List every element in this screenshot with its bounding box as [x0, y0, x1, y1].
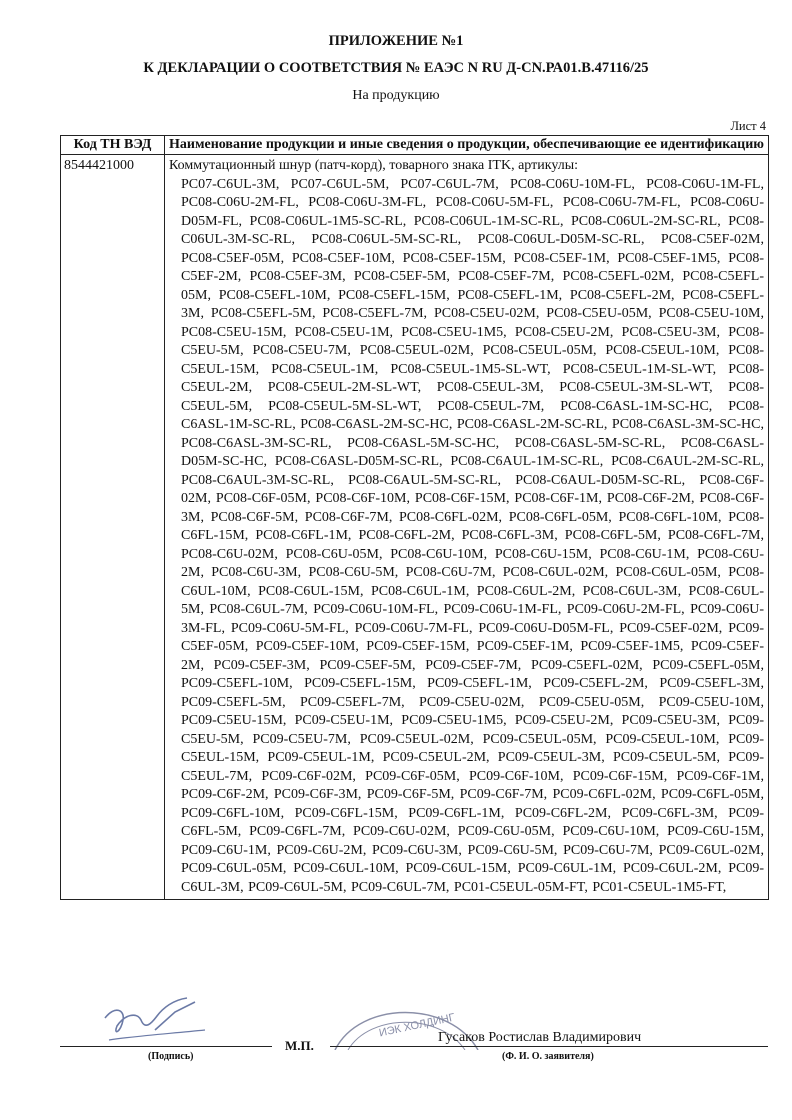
table-row — [61, 155, 769, 900]
title-scope: На продукцию — [352, 88, 440, 103]
stamp-place-label: М.П. — [285, 1038, 314, 1053]
stamp-text: ИЭК ХОЛДИНГ — [377, 1011, 456, 1040]
name-line — [330, 1046, 768, 1047]
applicant-name: Гусаков Ростислав Владимирович — [438, 1030, 642, 1045]
signature-caption: (Подпись) — [148, 1051, 194, 1062]
product-description — [165, 155, 769, 900]
article-list: PC07-C6UL-3M, PC07-C6UL-5M, PC07-C6UL-7M, PC08-C06U-10M-FL, PC08-C06U-1M-FL, PC08-C06U-2M-FL, PC08-C06U-3M-FL, PC08-C06U-5M-FL, PC08-C06U-7M-FL, PC08-C06U-D05M-FL, PC08-C06UL-1M5-SC-RL, PC08-C06UL-1M-SC-RL, PC08-C06UL-2M-SC-RL, PC08-C06UL-3M-SC-RL, PC08-C06UL-5M-SC-RL, PC08-C06UL-D05M-SC-RL, PC08-C5EF-02M, PC08-C5EF-05M, PC08-C5EF-10M, PC08-C5EF-15M, PC08-C5EF-1M, PC08-C5EF-1M5, PC08-C5EF-2M, PC08-C5EF-3M, PC08-C5EF-5M, PC08-C5EF-7M, PC08-C5EFL-02M, PC08-C5EFL-05M, PC08-C5EFL-10M, PC08-C5EFL-15M, PC08-C5EFL-1M, PC08-C5EFL-2M, PC08-C5EFL-3M, PC08-C5EFL-5M, PC08-C5EFL-7M, PC08-C5EU-02M, PC08-C5EU-05M, PC08-C5EU-10M, PC08-C5EU-15M, PC08-C5EU-1M, PC08-C5EU-1M5, PC08-C5EU-2M, PC08-C5EU-3M, PC08-C5EU-5M, PC08-C5EU-7M, PC08-C5EUL-02M, PC08-C5EUL-05M, PC08-C5EUL-10M, PC08-C5EUL-15M, PC08-C5EUL-1M, PC08-C5EUL-1M5-SL-WT, PC08-C5EUL-1M-SL-WT, PC08-C5EUL-2M, PC08-C5EUL-2M-SL-WT, PC08-C5EUL-3M, PC08-C5EUL-3M-SL-WT, PC08-C5EUL-5M, PC08-C5EUL-5M-SL-WT, PC08-C5EUL-7M, PC08-C6ASL-1M-SC-HC, PC08-C6ASL-1M-SC-RL, PC08-C6ASL-2M-SC-HC, PC08-C6ASL-2M-SC-RL, PC08-C6ASL-3M-SC-HC, PC08-C6ASL-3M-SC-RL, PC08-C6ASL-5M-SC-HC, PC08-C6ASL-5M-SC-RL, PC08-C6ASL-D05M-SC-HC, PC08-C6ASL-D05M-SC-RL, PC08-C6AUL-1M-SC-RL, PC08-C6AUL-2M-SC-RL, PC08-C6AUL-3M-SC-RL, PC08-C6AUL-5M-SC-RL, PC08-C6AUL-D05M-SC-RL, PC08-C6F-02M, PC08-C6F-05M, PC08-C6F-10M, PC08-C6F-15M, PC08-C6F-1M, PC08-C6F-2M, PC08-C6F-3M, PC08-C6F-5M, PC08-C6F-7M, PC08-C6FL-02M, PC08-C6FL-05M, PC08-C6FL-10M, PC08-C6FL-15M, PC08-C6FL-1M, PC08-C6FL-2M, PC08-C6FL-3M, PC08-C6FL-5M, PC08-C6FL-7M, PC08-C6U-02M, PC08-C6U-05M, PC08-C6U-10M, PC08-C6U-15M, PC08-C6U-1M, PC08-C6U-2M, PC08-C6U-3M, PC08-C6U-5M, PC08-C6U-7M, PC08-C6UL-02M, PC08-C6UL-05M, PC08-C6UL-10M, PC08-C6UL-15M, PC08-C6UL-1M, PC08-C6UL-2M, PC08-C6UL-3M, PC08-C6UL-5M, PC08-C6UL-7M, PC09-C06U-10M-FL, PC09-C06U-1M-FL, PC09-C06U-2M-FL, PC09-C06U-3M-FL, PC09-C06U-5M-FL, PC09-C06U-7M-FL, PC09-C06U-D05M-FL, PC09-C5EF-02M, PC09-C5EF-05M, PC09-C5EF-10M, PC09-C5EF-15M, PC09-C5EF-1M, PC09-C5EF-1M5, PC09-C5EF-2M, PC09-C5EF-3M, PC09-C5EF-5M, PC09-C5EF-7M, PC09-C5EFL-02M, PC09-C5EFL-05M, PC09-C5EFL-10M, PC09-C5EFL-15M, PC09-C5EFL-1M, PC09-C5EFL-2M, PC09-C5EFL-3M, PC09-C5EFL-5M, PC09-C5EFL-7M, PC09-C5EU-02M, PC09-C5EU-05M, PC09-C5EU-10M, PC09-C5EU-15M, PC09-C5EU-1M, PC09-C5EU-1M5, PC09-C5EU-2M, PC09-C5EU-3M, PC09-C5EU-5M, PC09-C5EU-7M, PC09-C5EUL-02M, PC09-C5EUL-05M, PC09-C5EUL-10M, PC09-C5EUL-15M, PC09-C5EUL-1M, PC09-C5EUL-2M, PC09-C5EUL-3M, PC09-C5EUL-5M, PC09-C5EUL-7M, PC09-C6F-02M, PC09-C6F-05M, PC09-C6F-10M, PC09-C6F-15M, PC09-C6F-1M, PC09-C6F-2M, PC09-C6F-3M, PC09-C6F-5M, PC09-C6F-7M, PC09-C6FL-02M, PC09-C6FL-05M, PC09-C6FL-10M, PC09-C6FL-15M, PC09-C6FL-1M, PC09-C6FL-2M, PC09-C6FL-3M, PC09-C6FL-5M, PC09-C6FL-7M, PC09-C6U-02M, PC09-C6U-05M, PC09-C6U-10M, PC09-C6U-15M, PC09-C6U-1M, PC09-C6U-2M, PC09-C6U-3M, PC09-C6U-5M, PC09-C6U-7M, PC09-C6UL-02M, PC09-C6UL-05M, PC09-C6UL-10M, PC09-C6UL-15M, PC09-C6UL-1M, PC09-C6UL-2M, PC09-C6UL-3M, PC09-C6UL-5M, PC09-C6UL-7M, PC01-C5EUL-05M-FT, PC01-C5EUL-1M5-FT, — [181, 176, 764, 895]
handwritten-signature — [95, 990, 215, 1050]
signature-block — [0, 990, 792, 1100]
fio-caption: (Ф. И. О. заявителя) — [502, 1051, 594, 1062]
signature-line — [60, 1046, 272, 1047]
title-declaration: К ДЕКЛАРАЦИИ О СООТВЕТСТВИЯ № ЕАЭС N RU Д-CN.РА01.В.47116/25 — [143, 60, 649, 76]
tn-ved-code: 8544421000 — [61, 155, 165, 900]
table-header-row — [61, 136, 769, 155]
product-intro: Коммутационный шнур (патч-корд), товарного знака ITK, артикулы: — [169, 158, 578, 173]
title-annex: ПРИЛОЖЕНИЕ №1 — [328, 33, 464, 49]
sheet-number: Лист 4 — [730, 119, 766, 133]
header-code: Код ТН ВЭД — [61, 136, 165, 155]
header-description: Наименование продукции и иные сведения о продукции, обеспечивающие ее идентификацию — [165, 136, 769, 155]
product-table — [60, 135, 769, 900]
